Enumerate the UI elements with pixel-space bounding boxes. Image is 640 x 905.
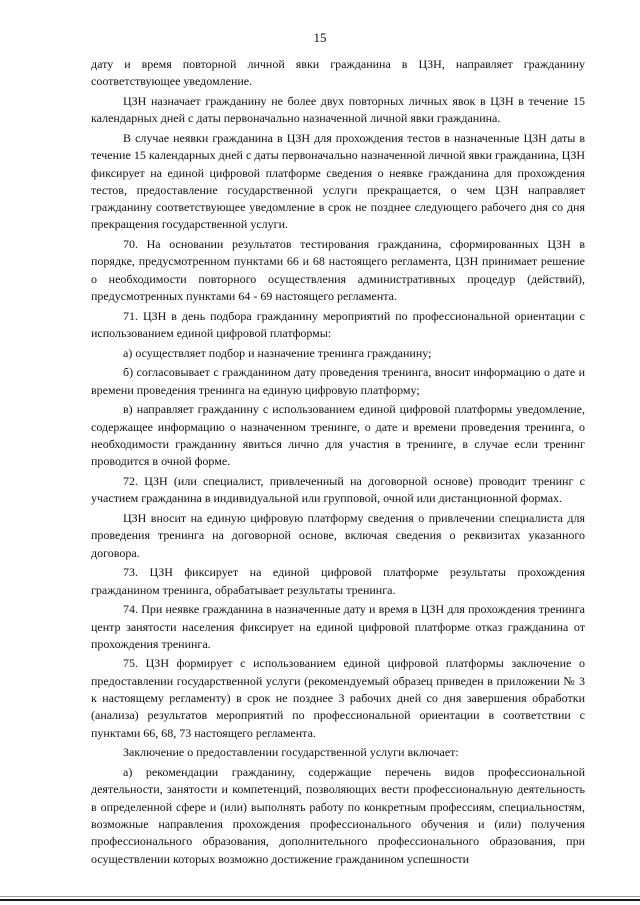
paragraph-repeat-visits: ЦЗН назначает гражданину не более двух повторных личных явок в ЦЗН в течение 15 календарных дней с даты первоначально назначенной личной явки гражданина.: [91, 93, 585, 126]
paragraph-73: 73. ЦЗН фиксирует на единой цифровой платформе результаты прохождения гражданином тренинга, обрабатывает результаты тренинга.: [91, 565, 585, 597]
paragraph-74: 74. При неявке гражданина в назначенные дату и время в ЦЗН для прохождения тренинга центр занятости населения фиксирует на единой цифровой платформе отказ гражданина от прохождения тренинга.: [91, 602, 585, 651]
paragraph-71-b: б) согласовывает с гражданином дату проведения тренинга, вносит информацию о дате и времени проведения тренинга на единую цифровую платформу;: [91, 365, 585, 397]
paragraph-no-show-tests: В случае неявки гражданина в ЦЗН для прохождения тестов в назначенные ЦЗН даты в течение 15 календарных дней с даты первоначально назначенной личной явки гражданина, ЦЗН фиксирует на единой цифровой платформе сведения о неявке гражданина для прохождения тестов, предоставление государственной услуги прекращается, о чем ЦЗН направляет гражданину соответствующее уведомление в срок не позднее следующего рабочего дня со дня прекращения государственной услуги.: [91, 130, 585, 232]
paragraph-continuation: дату и время повторной личной явки гражданина в ЦЗН, направляет гражданину соответствующее уведомление.: [91, 57, 585, 89]
paragraph-72-specialist: ЦЗН вносит на единую цифровую платформу сведения о привлечении специалиста для проведения тренинга на договорной основе, включая сведения о реквизитах указанного договора.: [91, 510, 585, 560]
paragraph-75: 75. ЦЗН формирует с использованием единой цифровой платформы заключение о предоставлении государственной услуги (рекомендуемый образец приведен в приложении № 3 к настоящему регламенту) в срок не позднее 3 рабочих дней со дня завершения обработки (анализа) результатов мероприятий по профессиональной ориентации в соответствии с пунктами 66, 68, 73 настоящего регламента.: [91, 656, 585, 740]
paragraph-conclusion-a: а) рекомендации гражданину, содержащие перечень видов профессиональной деятельности, занятости и компетенций, позволяющих вести профессиональную деятельность в определенной сфере и (или) выполнять работу по конкретным профессиям, специальностям, возможные направления прохождения профессионального обучения и (или) получения профессионального образования, дополнительного профессионального образования, при осуществлении которых возможно достижение гражданином успешности: [91, 765, 585, 866]
paragraph-conclusion-intro: Заключение о предоставлении государственной услуги включает:: [123, 745, 459, 760]
document-body: [91, 56, 585, 870]
paragraph-71: 71. ЦЗН в день подбора гражданину мероприятий по профессиональной ориентации с использованием единой цифровой платформы:: [91, 308, 585, 341]
paragraph-70: 70. На основании результатов тестирования гражданина, сформированных ЦЗН в порядке, предусмотренном пунктами 66 и 68 настоящего регламента, ЦЗН принимает решение о необходимости повторного осуществления административных процедур (действий), предусмотренных пунктами 64 - 69 настоящего регламента.: [91, 237, 585, 304]
scan-edge-shadow: [0, 896, 640, 897]
scan-edge-line: [0, 899, 640, 901]
paragraph-71-a: а) осуществляет подбор и назначение тренинга гражданину;: [123, 345, 432, 360]
page-number: 15: [313, 30, 327, 45]
paragraph-71-v: в) направляет гражданину с использованием единой цифровой платформы уведомление, содержащее информацию о назначенном тренинге, о дате и времени проведения тренинга, о необходимости гражданину явиться лично для участия в тренинге, в случае если тренинг проводится в очной форме.: [91, 402, 585, 469]
paragraph-72: 72. ЦЗН (или специалист, привлеченный на договорной основе) проводит тренинг с участием гражданина в индивидуальной или групповой, очной или дистанционной формах.: [91, 473, 585, 506]
